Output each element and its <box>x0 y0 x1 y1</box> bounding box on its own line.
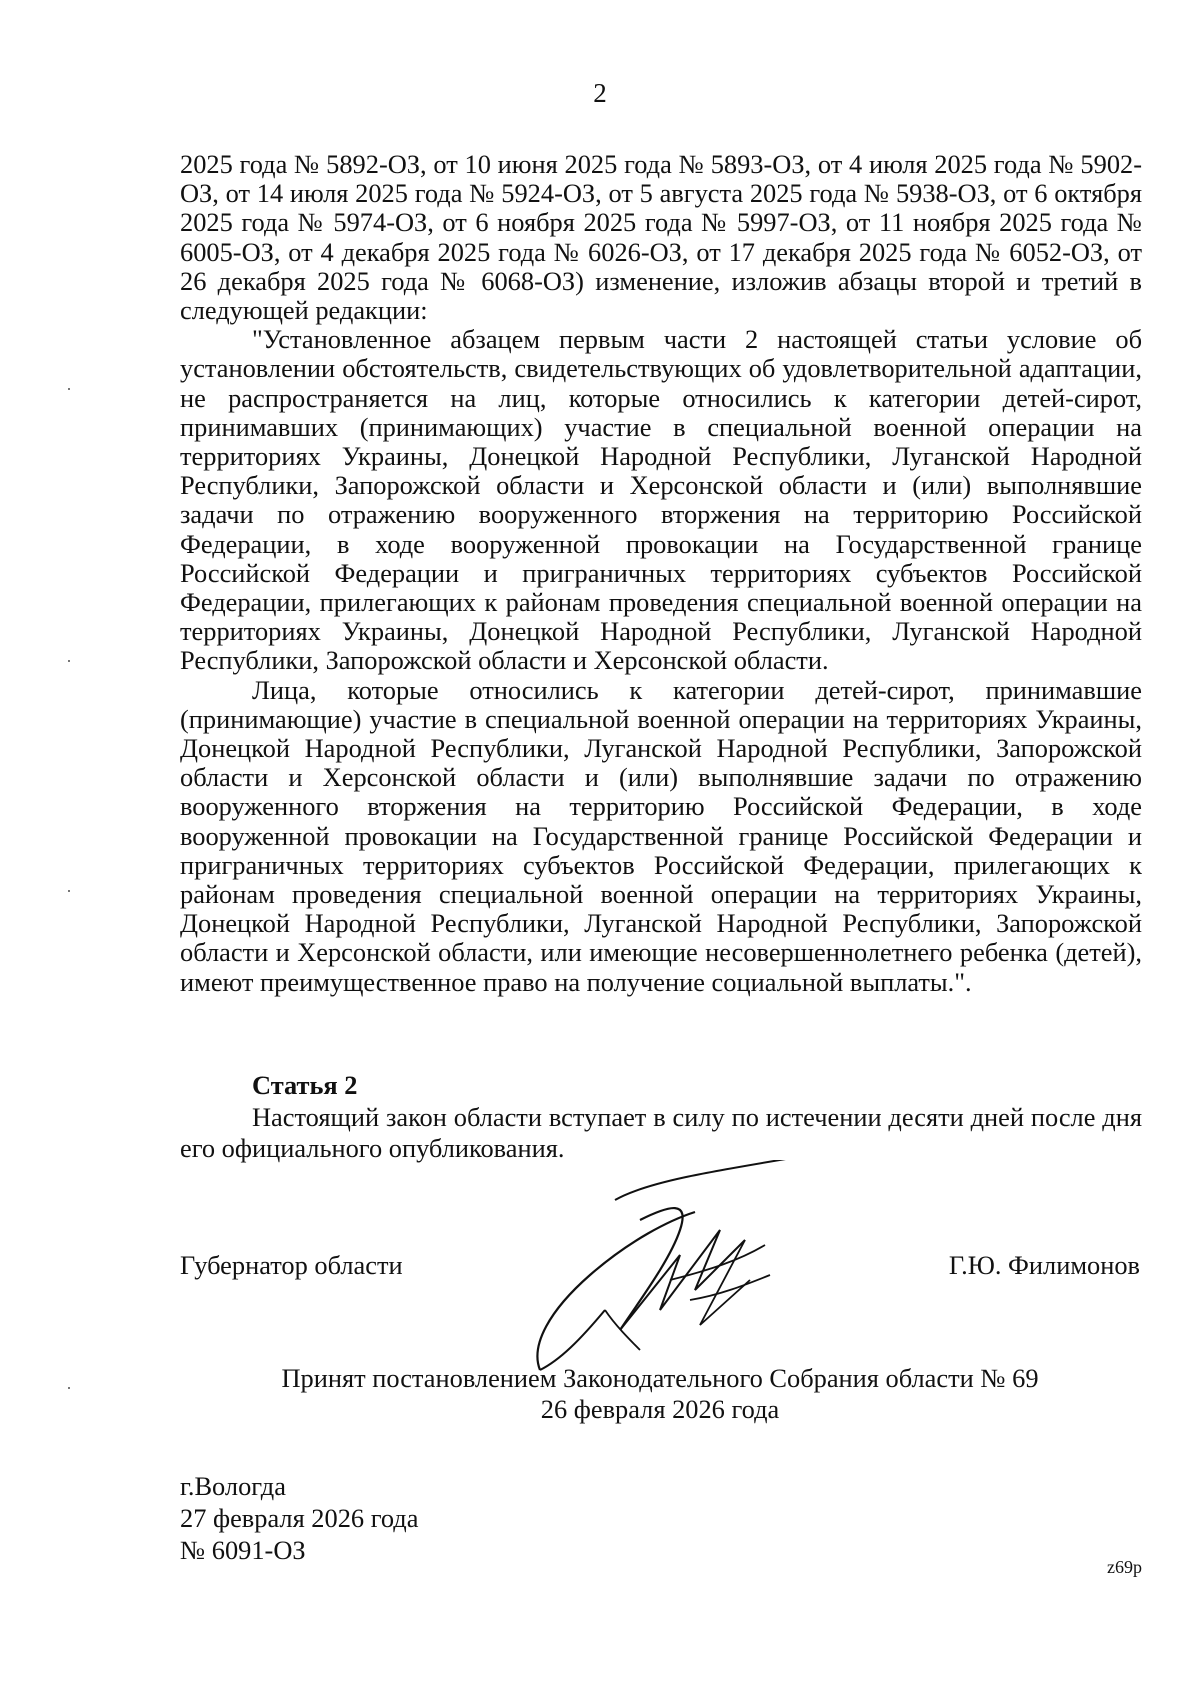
handwritten-signature <box>520 1160 860 1390</box>
signer-position: Губернатор области <box>180 1250 403 1280</box>
scan-dot <box>68 388 70 390</box>
law-date: 27 февраля 2026 года <box>180 1503 419 1533</box>
scan-dot <box>68 660 70 662</box>
adoption-line-1: Принят постановлением Законодательного Собрания области № 69 <box>281 1363 1039 1393</box>
law-body <box>180 150 1142 997</box>
scan-dot <box>68 890 70 892</box>
paragraph-quoted-third: Лица, которые относились к категории детей-сирот, принимавшие (принимающие) участие в специальной военной операции на территориях Украины, Донецкой Народной Республики, Луганской Народной Республики, Запорожской области и Херсонской области и (или) выполнявшие задачи по отражению вооруженного вторжения на территорию Российской Федерации, в ходе вооруженной провокации на Государственной границе Российской Федерации и приграничных территориях субъектов Российской Федерации, прилегающих к районам проведения специальной военной операции на территориях Украины, Донецкой Народной Республики, Луганской Народной Республики, Запорожской области и Херсонской области, или имеющие несовершеннолетнего ребенка (детей), имеют преимущественное право на получение социальной выплаты.". <box>180 674 1142 997</box>
signer-name: Г.Ю. Филимонов <box>948 1250 1140 1280</box>
scan-dot <box>68 1387 70 1389</box>
adoption-line-2: 26 февраля 2026 года <box>540 1394 780 1424</box>
article-title: Статья 2 <box>252 1070 358 1100</box>
paragraph-amendment-list: 2025 года № 5892-ОЗ, от 10 июня 2025 года № 5893-ОЗ, от 4 июля 2025 года № 5902-ОЗ, от 14 июля 2025 года № 5924-ОЗ, от 5 августа 2025 года № 5938-ОЗ, от 6 октября 2025 года № 5974-ОЗ, от 6 ноября 2025 года № 5997-ОЗ, от 11 ноября 2025 года № 6005-ОЗ, от 4 декабря 2025 года № 6026-ОЗ, от 17 декабря 2025 года № 6052-ОЗ, от 26 декабря 2025 года № 6068-ОЗ) изменение, изложив абзацы второй и третий в следующей редакции: <box>180 149 1142 326</box>
article-text: Настоящий закон области вступает в силу по истечении десяти дней после дня его официального опубликования. <box>180 1102 1142 1163</box>
paragraph-quoted-second: "Установленное абзацем первым части 2 настоящей статьи условие об установлении обстоятельств, свидетельствующих об удовлетворительной адаптации, не распространяется на лиц, которые относились к категории детей-сирот, принимавших (принимающих) участие в специальной военной операции на территориях Украины, Донецкой Народной Республики, Луганской Народной Республики, Запорожской области и Херсонской области и (или) выполнявшие задачи по отражению вооруженного вторжения на территорию Российской Федерации, в ходе вооруженной провокации на Государственной границе Российской Федерации и приграничных территориях субъектов Российской Федерации, прилегающих к районам проведения специальной военной операции на территориях Украины, Донецкой Народной Республики, Луганской Народной Республики, Запорожской области и Херсонской области. <box>180 324 1142 676</box>
city: г.Вологда <box>180 1471 286 1501</box>
page-number: 2 <box>593 78 607 108</box>
place-date-number <box>180 1470 418 1566</box>
law-number: № 6091-ОЗ <box>180 1535 306 1565</box>
document-code: z69p <box>1107 1557 1142 1577</box>
adoption-note <box>180 1363 1140 1425</box>
